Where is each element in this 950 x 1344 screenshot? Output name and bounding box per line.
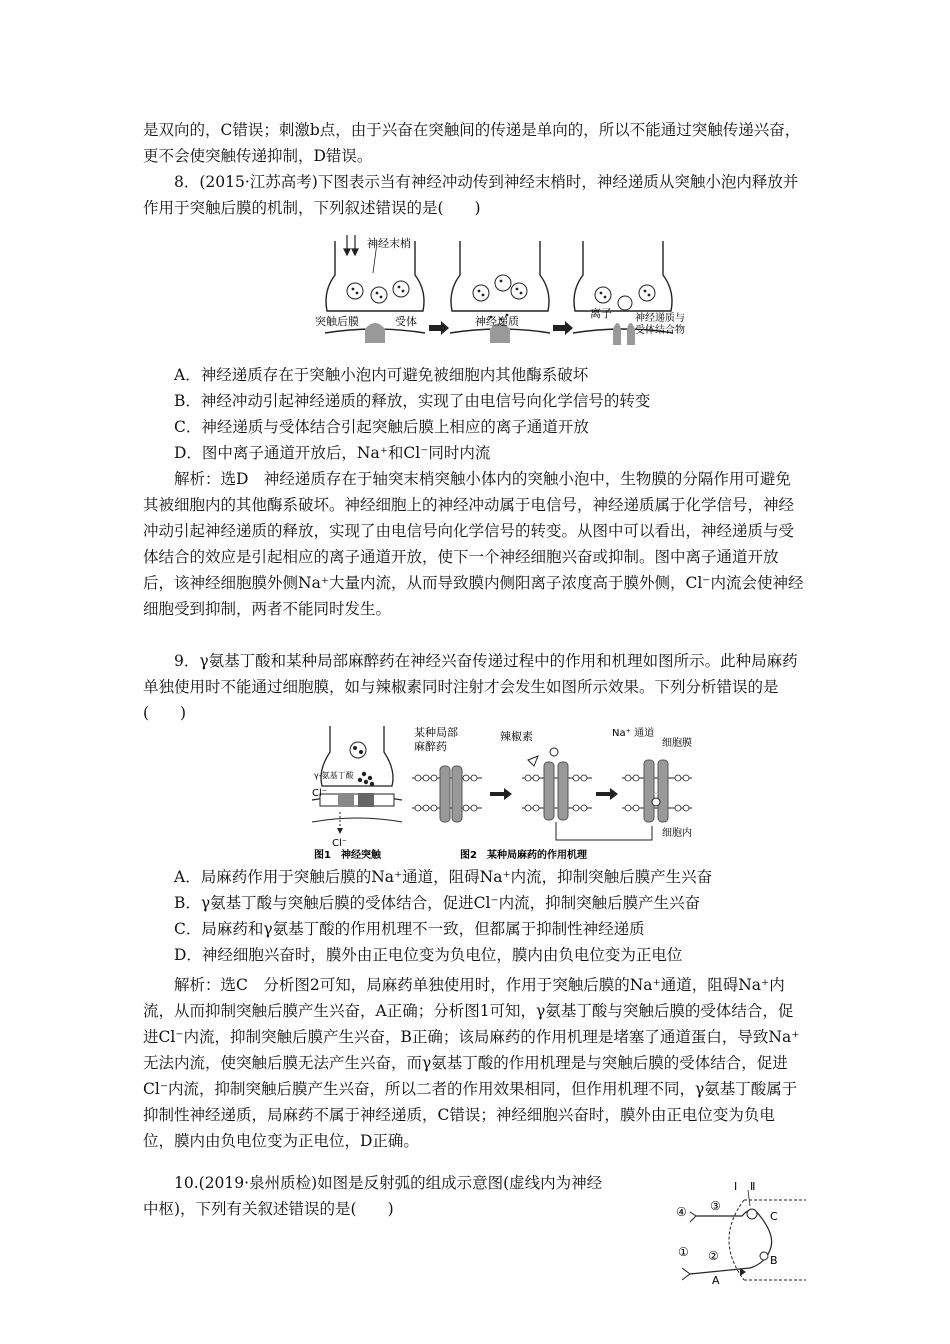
label-nerve-terminal: 神经末梢 [367, 237, 411, 250]
label-roman-2: Ⅱ [750, 1180, 756, 1193]
label-postsynaptic: 突触后膜 [315, 315, 359, 328]
label-cl-bottom: Cl⁻ [332, 838, 348, 849]
label-anesthetic-1: 某种局部 [414, 726, 458, 739]
intro-paragraph: 是双向的，C错误；刺激b点，由于兴奋在突触间的传递是单向的，所以不能通过突触传递兴奋，更不会使突触传递抑制，D错误。 [143, 121, 801, 165]
label-roman-1: Ⅰ [734, 1180, 738, 1193]
q9-analysis: 解析：选C 分析图2可知，局麻药单独使用时，作用于突触后膜的Na⁺通道，阻碍Na⁺内流，从而抑制突触后膜产生兴奋，A正确；分析图1可知，γ氨基丁酸与突触后膜的受体结合，促进Cl⁻内流，抑制突触后膜产生兴奋，B正确；该局麻药的作用机理是堵塞了通道蛋白，导致Na⁺无法内流，使突触后膜无法产生兴奋，而γ氨基丁酸的作用机理是与突触后膜的受体结合，促进Cl⁻内流，抑制突触后膜产生兴奋，所以二者的作用效果相同，但作用机理不同，γ氨基丁酸属于抑制性神经递质，局麻药不属于神经递质，C错误；神经细胞兴奋时，膜外由正电位变为负电位，膜内由负电位变为正电位，D正确。 [143, 976, 800, 1150]
label-receptor: 受体 [395, 315, 417, 328]
q8-figure [315, 233, 695, 353]
q9-option-b: B．γ氨基丁酸与突触后膜的受体结合，促进Cl⁻内流，抑制突触后膜产生兴奋 [174, 894, 701, 912]
label-ion: 离子 [590, 307, 612, 320]
q10-stem-line2: 中枢)，下列有关叙述错误的是( ) [143, 1200, 394, 1218]
label-transmitter: 神经递质 [475, 315, 519, 328]
q9-option-c: C．局麻药和γ氨基丁酸的作用机理不一致，但都属于抑制性神经递质 [174, 920, 645, 938]
q9-option-a: A．局麻药作用于突触后膜的Na⁺通道，阻碍Na⁺内流，抑制突触后膜产生兴奋 [174, 868, 713, 886]
label-n1: ① [678, 1245, 689, 1259]
label-membrane: 细胞膜 [662, 738, 692, 749]
label-gaba: γ-氨基丁酸 [314, 771, 354, 780]
q9-figure [312, 722, 706, 862]
label-na-channel: Na⁺ 通道 [612, 728, 655, 739]
caption-fig2: 图2 某种局麻药的作用机理 [460, 850, 587, 861]
q8-analysis: 解析：选D 神经递质存在于轴突末梢突触小体内的突触小泡中，生物膜的分隔作用可避免其被细胞内的其他酶系破坏。神经细胞上的神经冲动属于电信号，神经递质属于化学信号，神经冲动引起神经递质的释放，实现了由电信号向化学信号的转变。从图中可以看出，神经递质与受体结合的效应是引起相应的离子通道开放，使下一个神经细胞兴奋或抑制。图中离子通道开放后，该神经细胞膜外侧Na⁺大量内流，从而导致膜内侧阳离子浓度高于膜外侧，Cl⁻内流会使神经细胞受到抑制，两者不能同时发生。 [143, 470, 804, 618]
q8-option-b: B．神经冲动引起神经递质的释放，实现了由电信号向化学信号的转变 [174, 392, 651, 410]
q10-figure [670, 1176, 810, 1284]
label-complex-2: 受体结合物 [635, 325, 685, 336]
label-capsaicin: 辣椒素 [500, 730, 533, 743]
q8-stem: 8．(2015·江苏高考)下图表示当有神经冲动传到神经末梢时，神经递质从突触小泡内释放并作用于突触后膜的机制，下列叙述错误的是( ) [143, 173, 799, 217]
label-c: C [770, 1210, 778, 1223]
label-anesthetic-2: 麻醉药 [414, 740, 447, 753]
label-n4: ④ [676, 1205, 687, 1219]
caption-fig1: 图1 神经突触 [314, 850, 381, 861]
label-complex-1: 神经递质与 [635, 313, 685, 324]
label-n2: ② [708, 1249, 719, 1263]
label-b: B [770, 1254, 778, 1267]
label-cl-top: Cl⁻ [312, 788, 328, 799]
q9-stem: 9．γ氨基丁酸和某种局部麻醉药在神经兴奋传递过程中的作用和机理如图所示。此种局麻药单独使用时不能通过细胞膜，如与辣椒素同时注射才会发生如图所示效果。下列分析错误的是( ) [143, 652, 798, 722]
q9-option-d: D．神经细胞兴奋时，膜外由正电位变为负电位，膜内由负电位变为正电位 [174, 946, 683, 964]
q8-option-d: D．图中离子通道开放后，Na⁺和Cl⁻同时内流 [174, 444, 491, 462]
q8-option-a: A．神经递质存在于突触小泡内可避免被细胞内其他酶系破坏 [174, 366, 589, 384]
q8-option-c: C．神经递质与受体结合引起突触后膜上相应的离子通道开放 [174, 418, 589, 436]
label-n3: ③ [710, 1199, 721, 1213]
q10-stem-line1: 10.(2019·泉州质检)如图是反射弧的组成示意图(虚线内为神经 [174, 1174, 603, 1192]
label-a: A [712, 1274, 720, 1284]
label-intracellular: 细胞内 [662, 828, 692, 839]
